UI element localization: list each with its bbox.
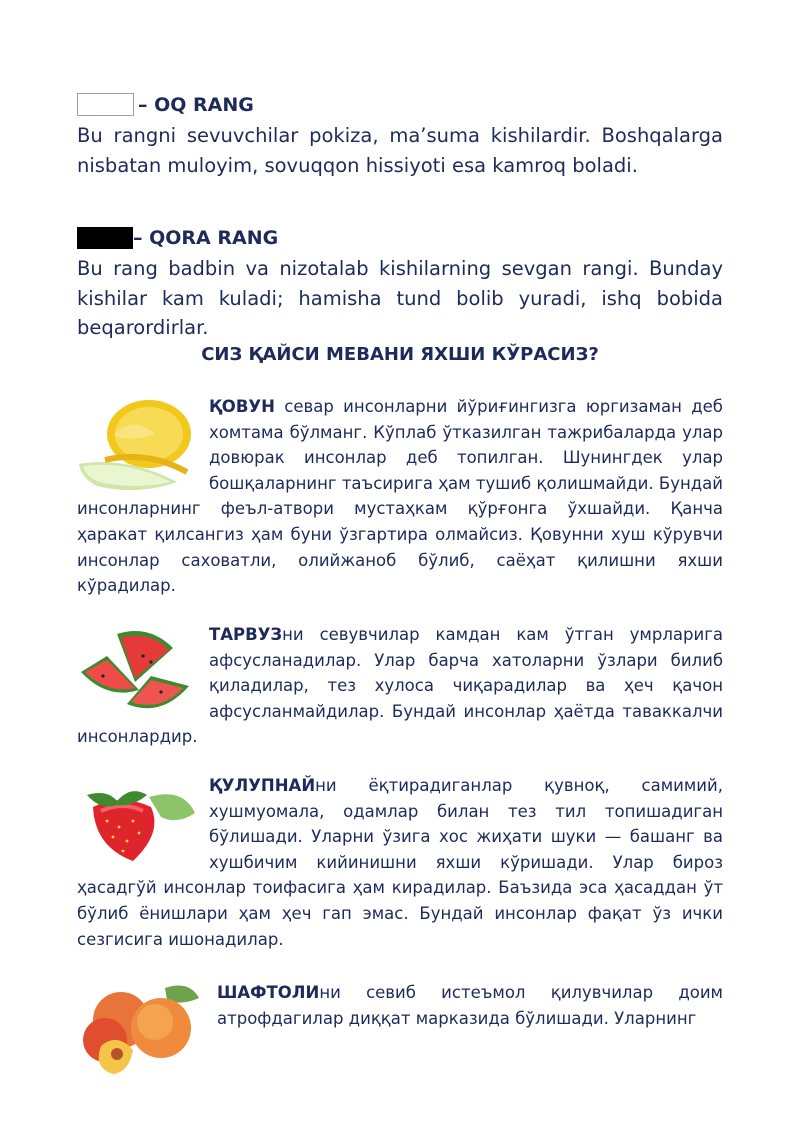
fruit-block-watermelon	[77, 622, 723, 750]
peach-name: ШАФТОЛИ	[217, 983, 320, 1002]
peach-icon	[77, 980, 203, 1078]
black-color-description: Bu rang badbin va nizotalab kishilarning sevgan rangi. Bunday kishilar kam kuladi; hamisha tund bolib yuradi, ishq bobida beqarordirlar.	[77, 257, 723, 339]
strawberry-icon	[77, 777, 195, 863]
melon-icon	[77, 394, 195, 494]
fruit-block-melon	[77, 394, 723, 599]
fruit-block-strawberry	[77, 773, 723, 952]
white-color-description: Bu rangni sevuvchilar pokiza, ma’suma kishilardir. Boshqalarga nisbatan muloyim, sovuqqon hissiyoti esa kamroq boladi.	[77, 124, 723, 177]
melon-text: севар инсонларни йўриғингизга юргизаман деб хомтама бўлманг. Кўплаб ўтказилган тажрибаларда улар довюрак инсонлар деб топилган. Шунингдек улар бошқаларнинг таъсирига ҳам тушиб қолишмайди. Бундай инсонларнинг феъл-атвори мустаҳкам қўрғонга ўхшайди. Қанча ҳаракат қилсангиз ҳам буни ўзгартира олмайсиз. Қовунни хуш кўрувчи инсонлар саховатли, олийжаноб бўлиб, саёҳат қилишни яхши кўрадилар.	[77, 397, 723, 596]
black-color-swatch	[77, 227, 133, 249]
peach-text: ни севиб истеъмол қилувчилар доим атрофдагилар диққат марказида бўлишади. Уларнинг	[217, 983, 723, 1028]
white-color-swatch	[77, 93, 134, 116]
white-color-heading	[77, 91, 254, 119]
watermelon-icon	[77, 626, 195, 712]
fruit-section-title: СИЗ ҚАЙСИ МЕВАНИ ЯХШИ КЎРАСИЗ?	[201, 344, 599, 365]
fruit-block-peach	[77, 980, 723, 1078]
white-heading-text: – OQ RANG	[138, 94, 254, 116]
black-color-heading	[77, 224, 278, 252]
watermelon-name: ТАРВУЗ	[209, 625, 283, 644]
watermelon-text: ни севувчилар камдан кам ўтган умрларига афсусланадилар. Улар барча хатоларни ўзлари билиб қиладилар, тез хулоса чиқарадилар ва ҳеч қачон афсусланмайдилар. Бундай инсонлар ҳаётда таваккалчи инсонлардир.	[77, 625, 723, 747]
strawberry-name: ҚУЛУПНАЙ	[209, 776, 316, 795]
melon-name: ҚОВУН	[209, 397, 275, 416]
strawberry-text: ни ёқтирадиганлар қувноқ, самимий, хушмуомала, одамлар билан тез тил топишадиган бўлишади. Уларни ўзига хос жиҳати шуки — башанг ва хушбичим кийинишни яхши кўришади. Улар бироз ҳасадгўй инсонлар тоифасига ҳам кирадилар. Баъзида эса ҳасаддан ўт бўлиб ёнишлари ҳам ҳеч гап эмас. Бундай инсонлар фақат ўз ички сезгисига ишонадилар.	[77, 776, 723, 949]
black-heading-text: – QORA RANG	[133, 227, 279, 249]
